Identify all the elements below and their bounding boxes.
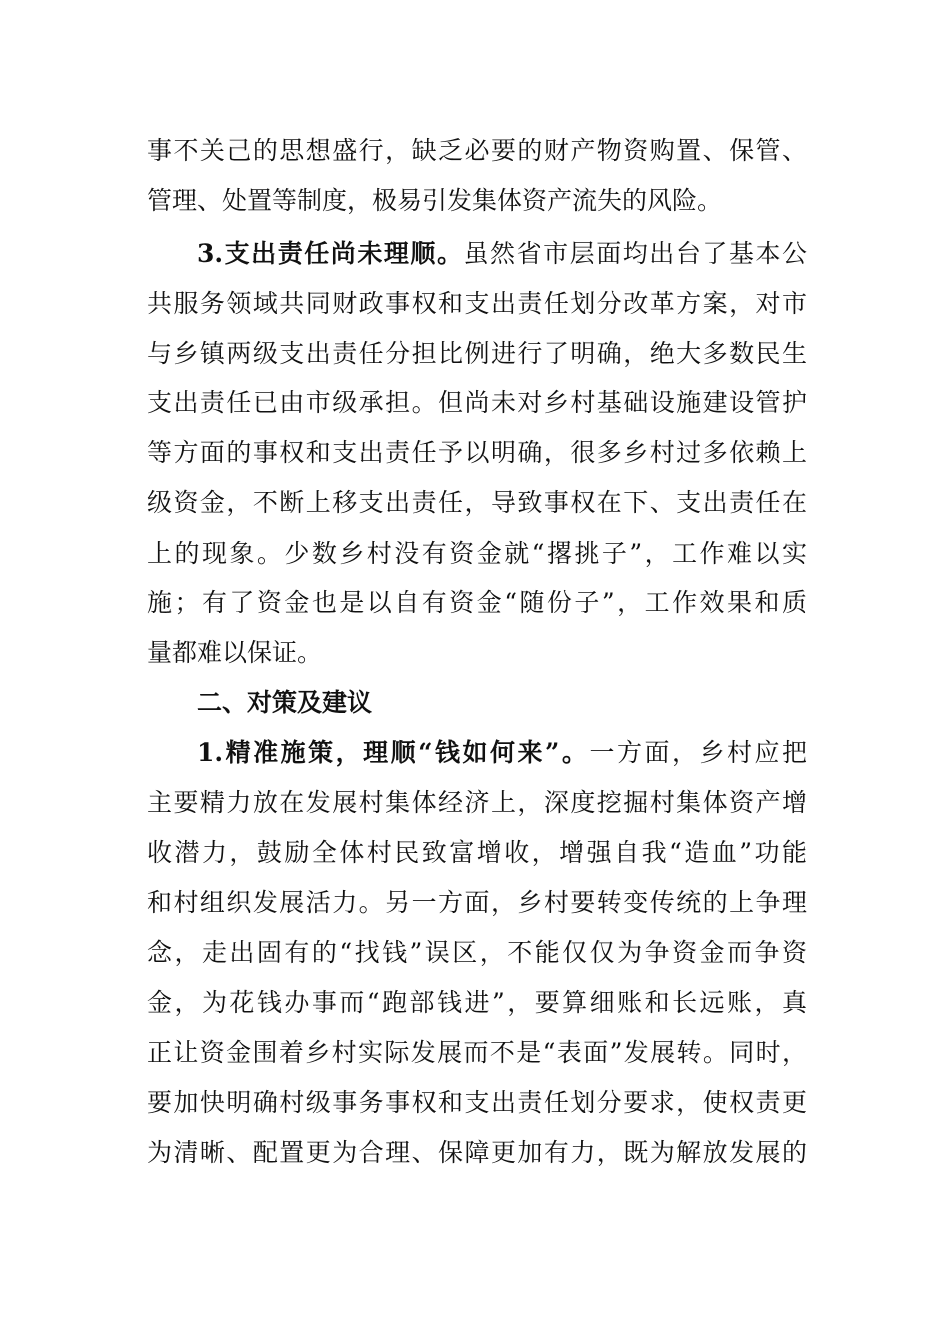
item-1-title: 1.精准施策，理顺“钱如何来”。 xyxy=(197,738,590,767)
paragraph-line: 共服务领域共同财政事权和支出责任划分改革方案，对市 xyxy=(147,289,807,318)
section-2-heading: 二、对策及建议 xyxy=(197,688,373,717)
paragraph-line: 与乡镇两级支出责任分担比例进行了明确，绝大多数民生 xyxy=(147,339,807,368)
paragraph-line: 施；有了资金也是以自有资金“随份子”，工作效果和质 xyxy=(147,588,807,617)
paragraph-line: 上的现象。少数乡村没有资金就“撂挑子”，工作难以实 xyxy=(147,539,807,568)
paragraph-line: 和村组织发展活力。另一方面，乡村要转变传统的上争理 xyxy=(147,888,807,917)
item-3-title: 3.支出责任尚未理顺。 xyxy=(197,239,464,268)
paragraph-text: 一方面，乡村应把 xyxy=(589,738,807,767)
paragraph-line: 金，为花钱办事而“跑部钱进”，要算细账和长远账，真 xyxy=(147,988,807,1017)
paragraph-line: 念，走出固有的“找钱”误区，不能仅仅为争资金而争资 xyxy=(147,938,807,967)
paragraph-line: 支出责任已由市级承担。但尚未对乡村基础设施建设管护 xyxy=(147,388,807,417)
paragraph-line: 为清晰、配置更为合理、保障更加有力，既为解放发展的 xyxy=(147,1138,807,1167)
paragraph-line: 级资金，不断上移支出责任，导致事权在下、支出责任在 xyxy=(147,488,807,517)
paragraph-line: 等方面的事权和支出责任予以明确，很多乡村过多依赖上 xyxy=(147,438,807,467)
paragraph-line: 收潜力，鼓励全体村民致富增收，增强自我“造血”功能 xyxy=(147,838,807,867)
paragraph-line: 要加快明确村级事务事权和支出责任划分要求，使权责更 xyxy=(147,1088,807,1117)
paragraph-line: 主要精力放在发展村集体经济上，深度挖掘村集体资产增 xyxy=(147,788,807,817)
paragraph-line: 量都难以保证。 xyxy=(147,638,323,667)
paragraph-line: 管理、处置等制度，极易引发集体资产流失的风险。 xyxy=(147,186,723,215)
paragraph-line: 正让资金围着乡村实际发展而不是“表面”发展转。同时， xyxy=(147,1038,807,1067)
paragraph-text: 虽然省市层面均出台了基本公 xyxy=(463,239,807,268)
item-1-first-line xyxy=(197,734,807,772)
item-3-first-line xyxy=(197,235,807,273)
paragraph-line: 事不关己的思想盛行，缺乏必要的财产物资购置、保管、 xyxy=(147,136,807,165)
